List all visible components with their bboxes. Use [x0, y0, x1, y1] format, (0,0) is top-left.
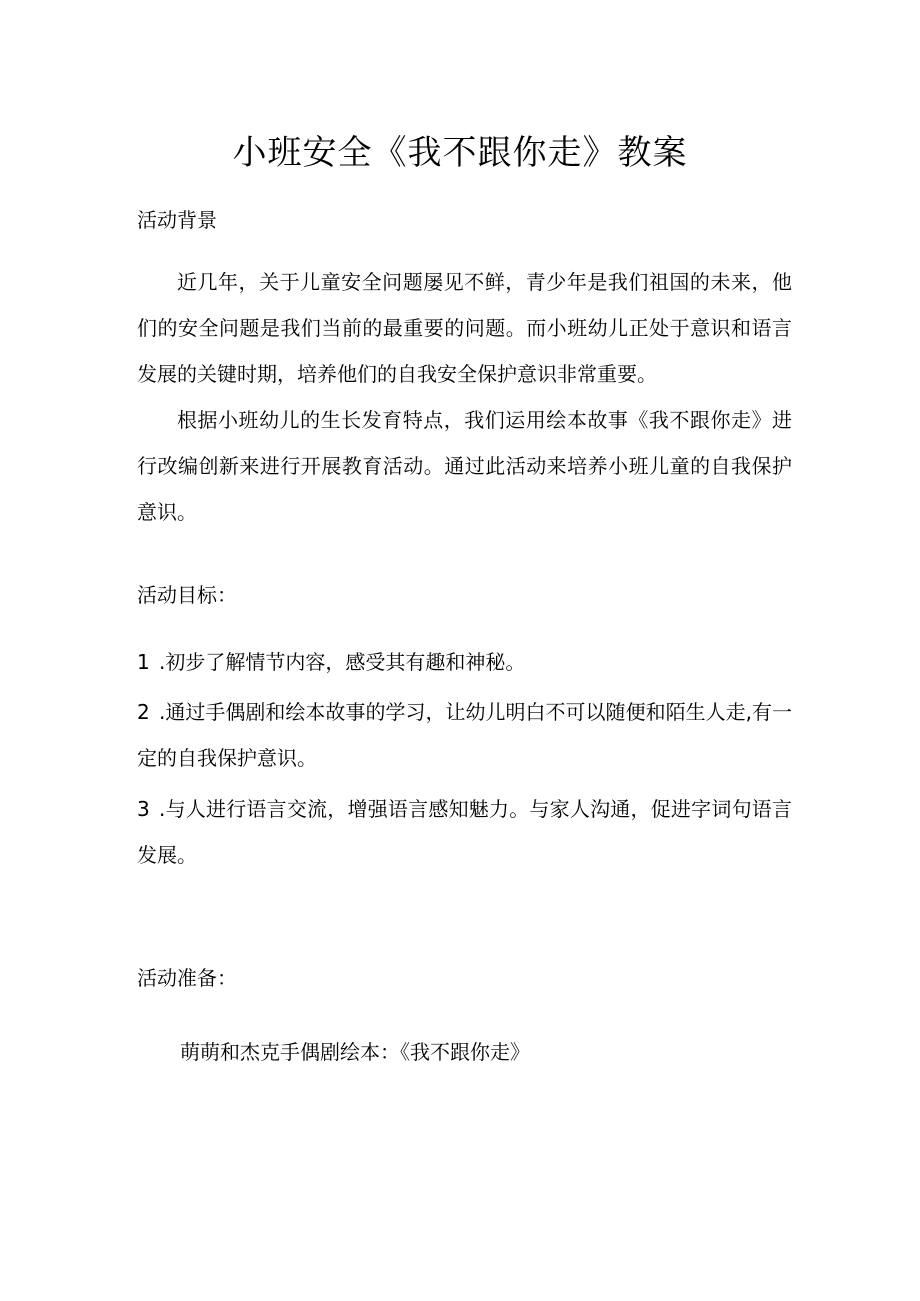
preparation-text: 萌萌和杰克手偶剧绘本：《我不跟你走》: [180, 1040, 530, 1064]
goal-text: .与人进行语言交流，增强语言感知魅力。与家人沟通，促进字词句语言发展。: [137, 797, 792, 867]
goal-number: 1: [137, 650, 150, 674]
section-heading-background: 活动背景: [137, 208, 217, 232]
goal-text: .初步了解情节内容，感受其有趣和神秘。: [159, 650, 526, 674]
section-heading-preparation: 活动准备：: [137, 966, 237, 990]
background-paragraph: 近几年，关于儿童安全问题屡见不鲜，青少年是我们祖国的未来，他们的安全问题是我们当前的最重要的问题。而小班幼儿正处于意识和语言发展的关键时期，培养他们的自我安全保护意识非常重要。: [137, 270, 792, 386]
goal-item: [137, 786, 792, 878]
goal-text: .通过手偶剧和绘本故事的学习，让幼儿明白不可以随便和陌生人走,有一定的自我保护意识。: [137, 700, 792, 770]
goal-number: 2: [137, 700, 150, 724]
background-paragraph: 根据小班幼儿的生长发育特点，我们运用绘本故事《我不跟你走》进行改编创新来进行开展教育活动。通过此活动来培养小班儿童的自我保护意识。: [137, 408, 792, 524]
goal-number: 3: [137, 797, 150, 821]
goal-item: [137, 689, 792, 781]
section-heading-goals: 活动目标：: [137, 583, 237, 607]
document-title: 小班安全《我不跟你走》教案: [232, 133, 688, 173]
goal-item: [137, 639, 792, 685]
